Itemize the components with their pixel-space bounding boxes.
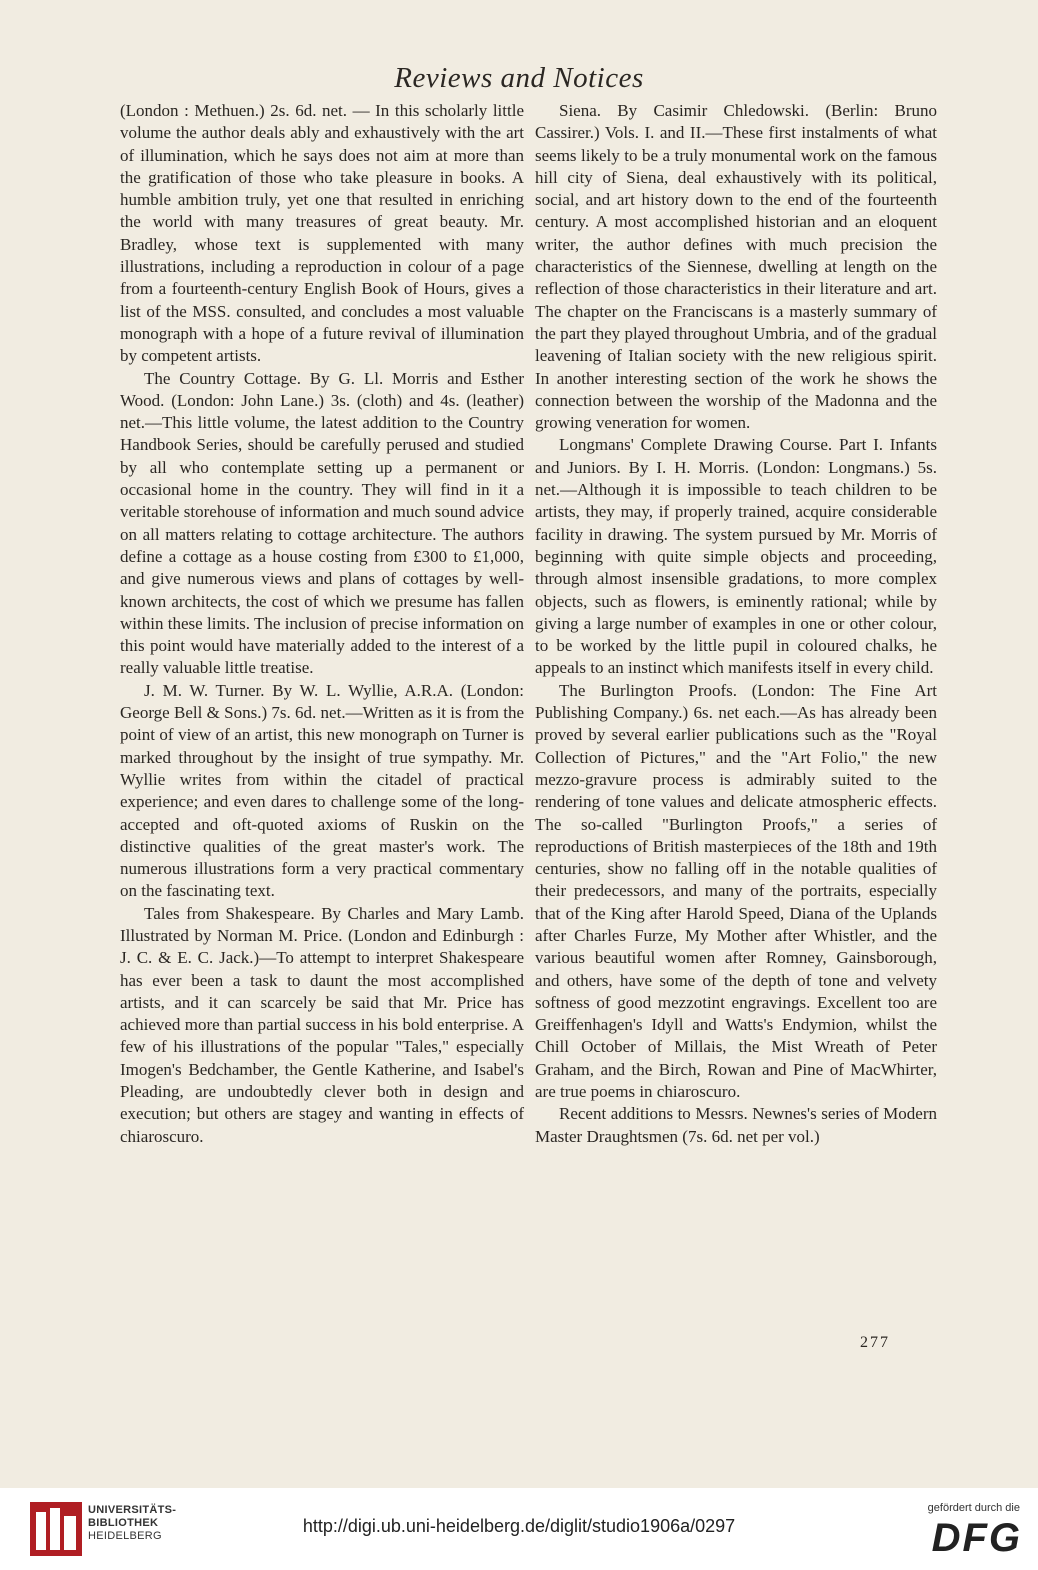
review-tales-from-shakespeare: Tales from Shakespeare. By Charles and Mary Lamb. Illustrated by Norman M. Price. (London and Edinburgh : J. C. & E. C. Jack.)—To attempt to interpret Shakespeare has ever been a task to daunt the most accomplished artists, and it can scarcely be said that Mr. Price has achieved more than partial success in his bold enterprise. A few of his illustrations of the popular "Tales," especially Imogen's Bedchamber, the Gentle Katherine, and Isabel's Pleading, are undoubtedly clever both in design and execution; but others are stagey and wanting in effects of chiaroscuro. (120, 903, 524, 1146)
right-column (535, 100, 937, 1148)
dfg-logo: DFG (931, 1516, 1022, 1560)
permalink-url[interactable]: http://digi.ub.uni-heidelberg.de/diglit/studio1906a/0297 (302, 1516, 736, 1536)
left-column (120, 100, 524, 1148)
review-turner: J. M. W. Turner. By W. L. Wyllie, A.R.A. (London: George Bell & Sons.) 7s. 6d. net.—Written as it is from the point of view of an artist, this new monograph on Turner is marked throughout by the insight of true sympathy. Mr. Wyllie writes from within the citadel of practical experience; and even dares to challenge some of the long-accepted and oft-quoted axioms of Ruskin on the distinctive qualities of the great master's work. The numerous illustrations form a very practical commentary on the fascinating text. (120, 680, 524, 901)
review-burlington-proofs: The Burlington Proofs. (London: The Fine Art Publishing Company.) 6s. net each.—As has already been proved by several earlier publications such as the "Royal Collection of Pictures," and the "Art Folio," the new mezzo-gravure process is admirably suited to the rendering of tone values and delicate atmospheric effects. The so-called "Burlington Proofs," a series of reproductions of British masterpieces of the 18th and 19th centuries, show no falling off in the notable qualities of their predecessors, and many of the portraits, especially that of the King after Harold Speed, Diana of the Uplands after Charles Furze, My Mother after Whistler, and the various beautiful women after Romney, Gainsborough, and others, have some of the depth of tone and velvety softness of good mezzotint engravings. Excellent too are Greiffenhagen's Idyll and Watts's Endymion, whilst the Chill October of Millais, the Mist Wreath of Peter Graham, and the Birch, Rowan and Pine of MacWhirter, are true poems in chiaroscuro. (535, 680, 937, 1102)
review-methuen-continued: (London : Methuen.) 2s. 6d. net. — In this scholarly little volume the author deals ably and exhaustively with the art of illumination, which he says does not aim at more than the gratification of those who take pleasure in books. A humble ambition truly, yet one that resulted in enriching the world with many treasures of great beauty. Mr. Bradley, whose text is supplemented with many illustrations, including a reproduction in colour of a page from a fourteenth-century English Book of Hours, gives a list of the MSS. consulted, and concludes a most valuable monograph with a hope of a future revival of illumination by competent artists. (120, 101, 524, 366)
running-head: Reviews and Notices (394, 62, 644, 94)
review-drawing-course: Longmans' Complete Drawing Course. Part I. Infants and Juniors. By I. H. Morris. (London: Longmans.) 5s. net.—Although it is impossible to teach children to be artists, they may, if properly trained, acquire considerable facility in drawing. The system pursued by Mr. Morris of beginning with quite simple objects and proceeding, through almost insensible gradations, to more complex objects, such as flowers, is eminently rational; while by giving a large number of examples in one or other colour, to be worked by the little pupil in coloured chalks, he appeals to an instinct which manifests itself in every child. (535, 435, 937, 678)
review-siena: Siena. By Casimir Chledowski. (Berlin: Bruno Cassirer.) Vols. I. and II.—These first instalments of what seems likely to be a truly monumental work on the famous hill city of Siena, deal exhaustively with its political, social, and art history down to the end of the fourteenth century. A most accomplished historian and an eloquent writer, the author defines with much precision the characteristics of the Siennese, dwelling at length on the reflection of those characteristics in their literature and art. The chapter on the Franciscans is a masterly summary of the part they played throughout Umbria, and of the gradual leavening of Italian society with the new religious spirit. In another interesting section of the work he shows the connection between the worship of the Madonna and the growing veneration for women. (535, 101, 937, 433)
review-newnes-series: Recent additions to Messrs. Newnes's series of Modern Master Draughtsmen (7s. 6d. net per vol.) (535, 1104, 937, 1146)
review-country-cottage: The Country Cottage. By G. Ll. Morris and Esther Wood. (London: John Lane.) 3s. (cloth) and 4s. (leather) net.—This little volume, the latest addition to the Country Handbook Series, should be carefully perused and studied by all who contemplate setting up a permanent or occasional home in the country. They will find in it a veritable storehouse of information and much sound advice on all matters relating to cottage architecture. The authors define a cottage as a house costing from £300 to £1,000, and give numerous views and plans of cottages by well-known architects, the cost of which we presume has fallen within these limits. The inclusion of precise information on this point would have materially added to the interest of a really valuable little treatise. (120, 368, 524, 678)
library-name: UNIVERSITÄTS- BIBLIOTHEK HEIDELBERG (88, 1504, 177, 1542)
digitization-footer (0, 1488, 1038, 1570)
funding-note: gefördert durch die (927, 1502, 1020, 1514)
page-number: 277 (860, 1334, 890, 1351)
